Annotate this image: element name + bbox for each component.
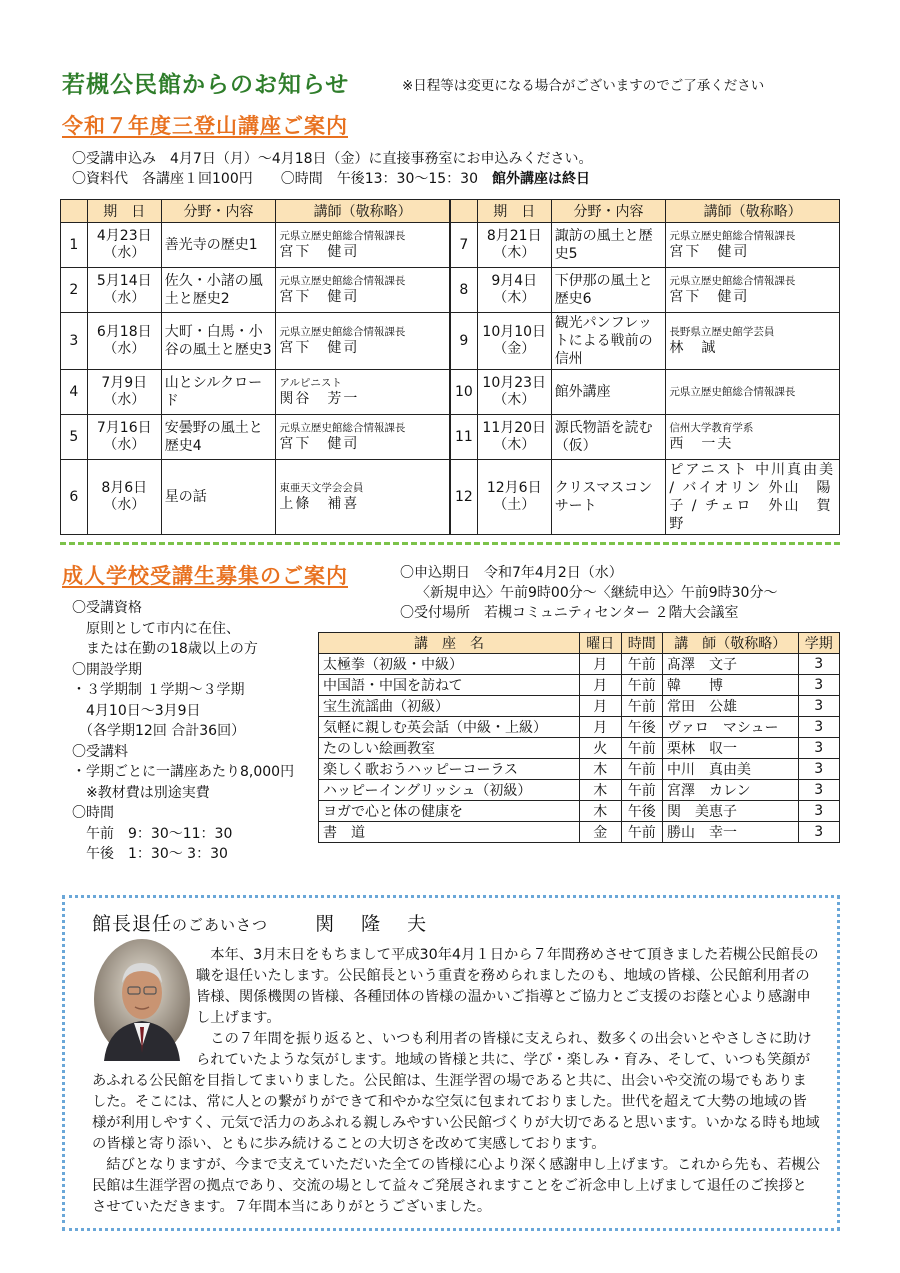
section-divider (60, 542, 840, 545)
lecture-instructor: アルピニスト 関谷 芳一 (276, 370, 450, 415)
table-row (319, 801, 840, 822)
course-term: 3 (798, 759, 839, 780)
mountain-section-title: 令和７年度三登山講座ご案内 (62, 114, 348, 138)
course-time: 午前 (621, 675, 662, 696)
course-teacher: ヴァロ マシュー (662, 717, 798, 738)
lecture-instructor: 元県立歴史館総合情報課長 宮下 健司 (666, 268, 840, 313)
table-row (61, 370, 840, 415)
lecture-subject: 大町・白馬・小谷の風土と歴史3 (161, 313, 276, 370)
lecture-subject: 下伊那の風土と歴史6 (551, 268, 666, 313)
mountain-fee-line: 〇資料代 各講座１回100円 〇時間 午後13：30～15：30 館外講座は終日 (72, 171, 590, 187)
course-day: 月 (580, 675, 621, 696)
row-number: 9 (450, 313, 477, 370)
row-number: 5 (61, 415, 88, 460)
table-row (319, 654, 840, 675)
condition-line: ・３学期制 １学期～３学期 (72, 682, 245, 698)
condition-line: 午前 9：30～11：30 (72, 825, 233, 842)
apply-times: 〈新規申込〉午前9時00分～〈継続申込〉午前9時30分～ (416, 585, 778, 601)
adult-section-title: 成人学校受講生募集のご案内 (62, 564, 348, 588)
lecture-instructor: ピアニスト 中川真由美 / バイオリン 外山 陽子 / チェロ 外山 賀野 (666, 460, 840, 535)
course-time: 午前 (621, 696, 662, 717)
course-time: 午前 (621, 759, 662, 780)
course-term: 3 (798, 675, 839, 696)
col-date: 期 日 (87, 200, 161, 223)
course-teacher: 中川 真由美 (662, 759, 798, 780)
table-row (319, 780, 840, 801)
course-day: 月 (580, 654, 621, 675)
row-number: 3 (61, 313, 88, 370)
col-course: 講 座 名 (319, 633, 580, 654)
lecture-instructor: 元県立歴史館総合情報課長 宮下 健司 (276, 313, 450, 370)
course-name: 書 道 (319, 822, 580, 843)
adult-conditions (72, 598, 294, 865)
table-row (319, 696, 840, 717)
lecture-date: 6月18日 （水） (87, 313, 161, 370)
lecture-subject: 源氏物語を読む（仮） (551, 415, 666, 460)
course-time: 午前 (621, 822, 662, 843)
table-row (319, 717, 840, 738)
condition-line: または在勤の18歳以上の方 (72, 641, 258, 657)
row-number: 4 (61, 370, 88, 415)
table-row (61, 223, 840, 268)
course-teacher: 常田 公雄 (662, 696, 798, 717)
table-row (61, 460, 840, 535)
course-term: 3 (798, 717, 839, 738)
mountain-apply-line: 〇受講申込み 4月7日（月）～4月18日（金）に直接事務室にお申込みください。 (72, 151, 593, 167)
lecture-date: 9月4日 （木） (477, 268, 551, 313)
lecture-instructor: 元県立歴史館総合情報課長 宮下 健司 (276, 415, 450, 460)
lecture-instructor: 長野県立歴史館学芸員 林 誠 (666, 313, 840, 370)
table-row (319, 738, 840, 759)
lecture-subject: 善光寺の歴史1 (161, 223, 276, 268)
lecture-date: 12月6日 （土） (477, 460, 551, 535)
lecture-date: 7月16日 （水） (87, 415, 161, 460)
page-title: 若槻公民館からのお知らせ (62, 72, 350, 98)
lecture-subject: クリスマスコンサート (551, 460, 666, 535)
course-term: 3 (798, 822, 839, 843)
course-teacher: 宮澤 カレン (662, 780, 798, 801)
row-number: 6 (61, 460, 88, 535)
mountain-schedule-table (60, 199, 840, 535)
condition-line: ※教材費は別途実費 (72, 784, 210, 801)
course-day: 火 (580, 738, 621, 759)
lecture-instructor: 元県立歴史館総合情報課長 宮下 健司 (276, 223, 450, 268)
course-day: 木 (580, 801, 621, 822)
author-name: 関 隆 夫 (315, 913, 431, 935)
row-number: 10 (450, 370, 477, 415)
col-instructor: 講師（敬称略） (666, 200, 840, 223)
lecture-date: 7月9日 （水） (87, 370, 161, 415)
lecture-date: 5月14日 （水） (87, 268, 161, 313)
condition-line: ・学期ごとに一講座あたり8,000円 (72, 764, 295, 780)
message-title: 館長退任のごあいさつ 関 隆 夫 (92, 913, 431, 935)
course-day: 金 (580, 822, 621, 843)
lecture-subject: 観光パンフレットによる戦前の信州 (551, 313, 666, 370)
course-time: 午前 (621, 780, 662, 801)
condition-line: 原則として市内に在住、 (72, 620, 240, 637)
course-name: 気軽に親しむ英会話（中級・上級） (319, 717, 580, 738)
lecture-subject: 館外講座 (551, 370, 666, 415)
course-day: 木 (580, 759, 621, 780)
condition-line: 〇受講資格 (72, 600, 142, 616)
course-name: ヨガで心と体の健康を (319, 801, 580, 822)
course-term: 3 (798, 654, 839, 675)
course-name: 太極拳（初級・中級） (319, 654, 580, 675)
apply-date: 〇申込期日 令和7年4月2日（水） (400, 565, 623, 581)
course-time: 午後 (621, 801, 662, 822)
table-row (319, 759, 840, 780)
lecture-date: 8月21日 （木） (477, 223, 551, 268)
course-term: 3 (798, 801, 839, 822)
condition-line: 〇開設学期 (72, 661, 142, 678)
lecture-instructor: 元県立歴史館総合情報課長 宮下 健司 (666, 223, 840, 268)
course-day: 月 (580, 717, 621, 738)
message-paragraph: 結びとなりますが、今まで支えていただいた全ての皆様に心より深く感謝申し上げます。これから先も、若槻公民館は生涯学習の拠点であり、交流の場として益々ご発展されますことをご祈念申し上げまして退任のご挨拶とさせていただきます。７年間本当にありがとうございました。 (92, 1157, 820, 1215)
course-term: 3 (798, 738, 839, 759)
adult-course-table (318, 632, 840, 843)
course-teacher: 栗林 収一 (662, 738, 798, 759)
lecture-instructor: 元県立歴史館総合情報課長 宮下 健司 (276, 268, 450, 313)
lecture-date: 10月23日 （木） (477, 370, 551, 415)
message-paragraph: この７年間を振り返ると、いつも利用者の皆様に支えられ、数多くの出会いとやさしさに助けられていたような気がします。地域の皆様と共に、学び・楽しみ・育み、そして、いつも笑顔があふれる公民館を目指してまいりました。公民館は、生涯学習の場であると共に、出会いや交流の場でもありました。そこには、常に人との繋がりができて和やかな空気に包まれておりました。世代を超えて大勢の地域の皆様が利用しやすく、元気で活力のあふれる親しみやすい公民館づくりが大切であると思います。いかなる時も地域の皆様と寄り添い、ともに歩み続けることの大切さを改めて実感しております。 (92, 1031, 820, 1152)
course-teacher: 勝山 幸一 (662, 822, 798, 843)
schedule-note: ※日程等は変更になる場合がございますのでご了承ください (402, 78, 765, 94)
course-time: 午前 (621, 738, 662, 759)
course-term: 3 (798, 780, 839, 801)
condition-line: 4月10日～3月9日 (72, 702, 201, 719)
course-term: 3 (798, 696, 839, 717)
course-teacher: 韓 博 (662, 675, 798, 696)
lecture-instructor: 東亜天文学会会員 上條 補喜 (276, 460, 450, 535)
message-paragraph: 本年、3月末日をもちまして平成30年4月１日から７年間務めさせて頂きました若槻公民館長の職を退任いたします。公民館長という重責を務められましたのも、地域の皆様、公民館利用者の皆様、関係機関の皆様、各種団体の皆様の温かいご指導とご協力とご支援のお蔭と心より感謝申し上げます。 (196, 947, 819, 1026)
condition-line: 〇受講料 (72, 743, 128, 760)
course-teacher: 髙澤 文子 (662, 654, 798, 675)
condition-line: 午後 1：30～ 3：30 (72, 846, 228, 862)
row-number: 1 (61, 223, 88, 268)
condition-line: 〇時間 (72, 805, 114, 821)
lecture-instructor: 信州大学教育学系 西 一夫 (666, 415, 840, 460)
col-subject: 分野・内容 (161, 200, 276, 223)
row-number: 2 (61, 268, 88, 313)
course-day: 月 (580, 696, 621, 717)
lecture-instructor: 元県立歴史館総合情報課長 (666, 370, 840, 415)
course-name: 楽しく歌おうハッピーコーラス (319, 759, 580, 780)
col-subject: 分野・内容 (551, 200, 666, 223)
condition-line: （各学期12回 合計36回） (72, 723, 246, 739)
apply-place: 〇受付場所 若槻コミュニティセンター ２階大会議室 (400, 605, 739, 621)
course-day: 木 (580, 780, 621, 801)
lecture-subject: 佐久・小諸の風土と歴史2 (161, 268, 276, 313)
table-row (61, 415, 840, 460)
lecture-date: 8月6日 （水） (87, 460, 161, 535)
row-number: 12 (450, 460, 477, 535)
row-number: 11 (450, 415, 477, 460)
lecture-subject: 諏訪の風土と歴史5 (551, 223, 666, 268)
course-name: たのしい絵画教室 (319, 738, 580, 759)
lecture-subject: 安曇野の風土と歴史4 (161, 415, 276, 460)
col-instructor: 講師（敬称略） (276, 200, 450, 223)
message-body (92, 937, 820, 1218)
col-date: 期 日 (477, 200, 551, 223)
table-row (61, 268, 840, 313)
course-teacher: 関 美恵子 (662, 801, 798, 822)
lecture-date: 11月20日 （木） (477, 415, 551, 460)
col-teacher: 講 師（敬称略） (662, 633, 798, 654)
course-name: ハッピーイングリッシュ（初級） (319, 780, 580, 801)
table-row (61, 313, 840, 370)
col-term: 学期 (798, 633, 839, 654)
lecture-subject: 星の話 (161, 460, 276, 535)
course-name: 宝生流謡曲（初級） (319, 696, 580, 717)
table-row (319, 675, 840, 696)
portrait-photo (92, 937, 196, 1061)
row-number: 8 (450, 268, 477, 313)
table-row (319, 822, 840, 843)
course-name: 中国語・中国を訪ねて (319, 675, 580, 696)
lecture-date: 4月23日 （水） (87, 223, 161, 268)
col-day: 曜日 (580, 633, 621, 654)
row-number: 7 (450, 223, 477, 268)
course-time: 午前 (621, 654, 662, 675)
lecture-subject: 山とシルクロード (161, 370, 276, 415)
col-time: 時間 (621, 633, 662, 654)
lecture-date: 10月10日 （金） (477, 313, 551, 370)
course-time: 午後 (621, 717, 662, 738)
